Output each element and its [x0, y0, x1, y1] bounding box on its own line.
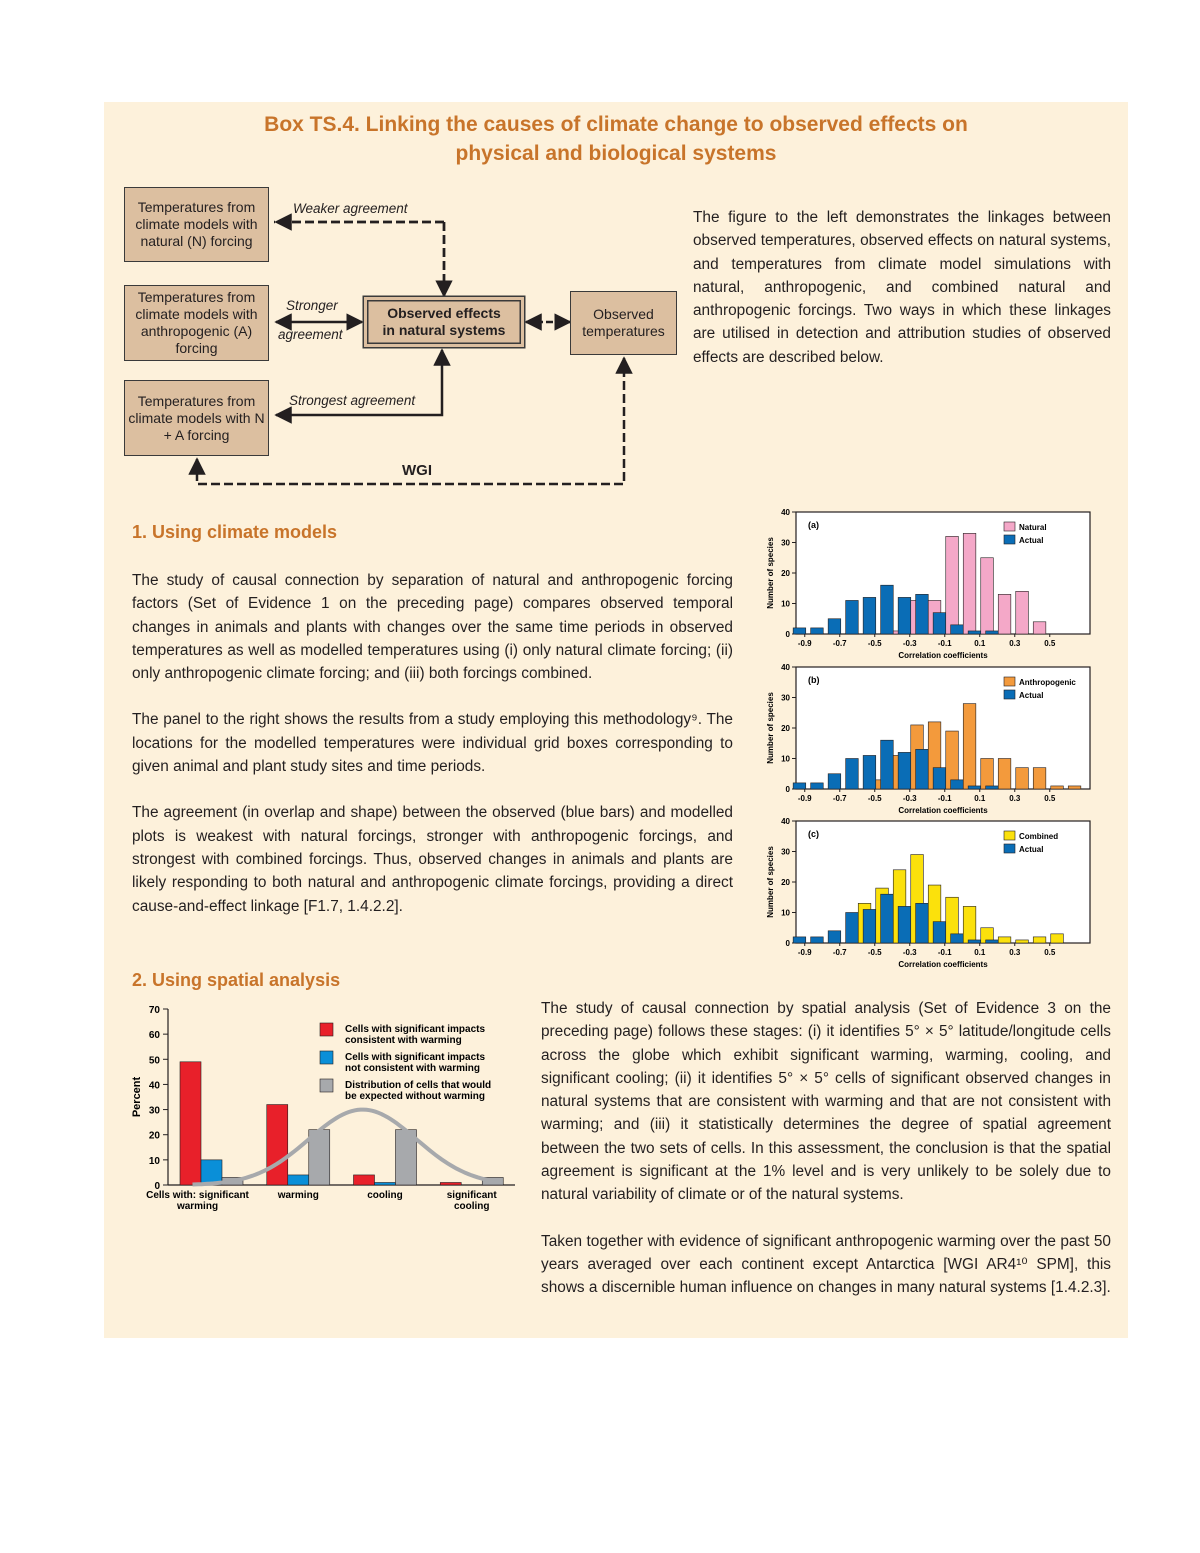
bar-actual — [933, 613, 946, 634]
x-tick-label: -0.3 — [902, 639, 917, 648]
label-wgi: WGI — [402, 462, 432, 479]
legend-label: consistent with warming — [345, 1035, 462, 1046]
x-tick-label: -0.5 — [867, 639, 882, 648]
bar-actual — [846, 913, 859, 944]
box-natural-forcing — [124, 187, 269, 262]
bar-actual — [916, 903, 929, 943]
section-2-paragraph-2: Taken together with evidence of significant anthropogenic warming over the past 50 years averaged over each continent except Antarctica [WGI AR4¹⁰ SPM], this shows a discernible human influence on changes in many natural systems [1.4.2.3]. — [541, 1232, 1111, 1297]
bar-combined — [963, 906, 976, 943]
x-tick-label: -0.1 — [937, 948, 952, 957]
y-tick-label: 10 — [148, 1155, 160, 1167]
x-axis-label: Correlation coefficients — [898, 806, 988, 815]
x-axis-label: Correlation coefficients — [898, 960, 988, 969]
legend-label: Cells with significant impacts — [345, 1024, 486, 1035]
y-tick-label: 20 — [148, 1130, 160, 1142]
box-combined-forcing-text: Temperatures from climate models with N + A forcing — [128, 392, 265, 443]
bar-actual — [916, 749, 929, 789]
x-tick-label: -0.7 — [832, 794, 847, 803]
bar-actual — [881, 585, 894, 634]
legend-swatch — [320, 1079, 333, 1092]
bar-anthropogenic — [1033, 768, 1046, 789]
bar-combined — [1033, 937, 1046, 943]
y-tick-label: 20 — [781, 569, 790, 578]
histogram-anthropogenic — [760, 655, 1100, 817]
legend-swatch — [1004, 535, 1015, 544]
section-1-paragraph-2: The panel to the right shows the results from a study employing this methodology⁹. The locations for the modelled temperatures were individual grid boxes corresponding to given animal and plant study sites and time periods. — [132, 711, 733, 776]
bar-actual — [881, 740, 894, 789]
bar-actual — [933, 922, 946, 943]
x-tick-label: 0.1 — [974, 794, 986, 803]
bar-actual — [846, 759, 859, 790]
y-tick-label: 40 — [781, 508, 790, 517]
bar-actual — [986, 940, 999, 943]
legend-label: Actual — [1019, 845, 1044, 854]
box-anthropogenic-forcing — [124, 285, 269, 361]
bar-anthropogenic — [1016, 768, 1029, 789]
x-tick-label: 0.1 — [974, 639, 986, 648]
y-tick-label: 10 — [781, 599, 790, 609]
bar-series-2 — [375, 1182, 396, 1185]
histogram-combined — [760, 809, 1100, 971]
x-tick-label: -0.7 — [832, 639, 847, 648]
y-axis-label: Number of species — [766, 692, 775, 764]
legend-label: Natural — [1019, 523, 1047, 532]
y-axis-label: Number of species — [766, 846, 775, 918]
category-label: Cells with: significant — [146, 1190, 249, 1201]
label-agreement: agreement — [278, 327, 343, 342]
bar-series-1 — [180, 1062, 201, 1185]
bar-natural — [981, 558, 994, 634]
box-combined-forcing — [124, 380, 269, 456]
section-2-heading: 2. Using spatial analysis — [132, 970, 341, 990]
x-tick-label: 0.3 — [1009, 639, 1021, 648]
box-observed-effects-line-1: Observed effects — [387, 305, 501, 321]
bar-actual — [968, 786, 981, 789]
bar-combined — [1051, 934, 1064, 943]
category-label: warming — [277, 1190, 319, 1201]
bar-actual — [881, 894, 894, 943]
bar-actual — [828, 619, 841, 634]
bar-actual — [863, 597, 876, 634]
x-tick-label: 0.3 — [1009, 794, 1021, 803]
bar-natural — [998, 594, 1011, 634]
legend-swatch — [1004, 844, 1015, 853]
legend-swatch — [1004, 690, 1015, 699]
y-tick-label: 50 — [148, 1055, 160, 1067]
y-tick-label: 0 — [785, 785, 790, 794]
x-tick-label: -0.9 — [797, 639, 812, 648]
y-axis-label: Number of species — [766, 537, 775, 609]
bar-anthropogenic — [998, 759, 1011, 790]
bar-series-1 — [354, 1175, 375, 1185]
histogram-natural — [760, 500, 1100, 662]
bar-actual — [863, 755, 876, 789]
legend-swatch — [320, 1023, 333, 1036]
y-tick-label: 70 — [148, 1005, 160, 1016]
bar-actual — [811, 783, 824, 789]
section-1-heading: 1. Using climate models — [132, 522, 338, 542]
y-tick-label: 20 — [781, 724, 790, 733]
x-tick-label: 0.5 — [1044, 948, 1056, 957]
bar-series-1 — [440, 1182, 461, 1185]
intro-paragraph: The figure to the left demonstrates the linkages between observed temperatures, observed effects on natural systems, and temperatures from climate model simulations with natural, anthropogenic, and combined natural and anthropogenic forcings. Two ways in which these linkages are utilised in detection and attribution studies of observed effects are described below. — [693, 209, 1111, 366]
box-observed-temperatures-line-2: temperatures — [582, 323, 665, 339]
y-tick-label: 30 — [781, 847, 790, 857]
y-tick-label: 10 — [781, 908, 790, 918]
bar-actual — [951, 934, 964, 943]
label-stronger: Stronger — [286, 298, 338, 313]
bar-actual — [986, 786, 999, 789]
x-tick-label: -0.5 — [867, 794, 882, 803]
bar-actual — [898, 906, 911, 943]
category-label: warming — [176, 1201, 219, 1212]
bar-actual — [986, 631, 999, 634]
bar-actual — [811, 628, 824, 634]
y-tick-label: 40 — [781, 817, 790, 826]
bar-actual — [898, 752, 911, 789]
legend-label: be expected without warming — [345, 1091, 486, 1102]
section-2-paragraph-1: The study of causal connection by spatial analysis (Set of Evidence 3 on the preceding page) follows these stages: (i) it identifies 5° × 5° latitude/longitude cells across the globe which exhibit significant warming, warming, cooling, and significant cooling; (ii) it identifies 5° × 5° cells of significant observed changes in natural systems that are consistent with warming and that are not consistent with warming; and (iii) it statistically determines the degree of spatial agreement between the two sets of cells. In this assessment, the conclusion is that the spatial agreement is significant at the 1% level and is very unlikely to be solely due to natural variability of climate or of the natural systems. — [541, 1000, 1111, 1204]
section-1-paragraph-1: The study of causal connection by separation of natural and anthropogenic forcing factors (Set of Evidence 1 on the preceding page) compares observed temporal changes in animals and plants with changes over the same time periods in observed temperatures as well as modelled temperatures using (i) only natural climate forcing; (ii) only anthropogenic climate forcing; and (iii) both forcings combined. — [132, 572, 733, 683]
spatial-analysis-chart — [110, 995, 525, 1227]
category-label: significant — [446, 1190, 497, 1201]
y-tick-label: 0 — [785, 630, 790, 639]
bar-actual — [863, 909, 876, 943]
y-tick-label: 10 — [781, 754, 790, 764]
bar-natural — [1033, 622, 1046, 634]
bar-actual — [828, 931, 841, 943]
section-2-text — [541, 997, 1111, 1323]
bar-natural — [1016, 591, 1029, 634]
panel-label: (b) — [808, 675, 820, 685]
legend-label: Actual — [1019, 536, 1044, 545]
x-tick-label: 0.3 — [1009, 948, 1021, 957]
bar-actual — [793, 937, 806, 943]
bar-actual — [828, 774, 841, 789]
x-tick-label: 0.5 — [1044, 794, 1056, 803]
legend-label: Cells with significant impacts — [345, 1052, 486, 1063]
weaker-agreement-arrow — [274, 222, 444, 297]
expected-distribution-curve — [193, 1110, 502, 1185]
box-title-line-2: physical and biological systems — [455, 142, 777, 165]
x-tick-label: -0.1 — [937, 794, 952, 803]
y-tick-label: 0 — [785, 939, 790, 948]
bar-combined — [998, 937, 1011, 943]
y-tick-label: 30 — [148, 1105, 160, 1117]
legend-swatch — [320, 1051, 333, 1064]
box-observed-temperatures — [570, 291, 677, 355]
bar-actual — [793, 628, 806, 634]
x-tick-label: 0.5 — [1044, 639, 1056, 648]
legend-label: Anthropogenic — [1019, 678, 1076, 687]
box-observed-effects-line-2: in natural systems — [382, 322, 506, 338]
legend-swatch — [1004, 677, 1015, 686]
y-tick-label: 40 — [148, 1080, 160, 1092]
y-tick-label: 0 — [154, 1181, 160, 1192]
box-anthropogenic-forcing-text: Temperatures from climate models with anthropogenic (A) forcing — [135, 289, 258, 356]
bar-actual — [951, 780, 964, 789]
bar-anthropogenic — [963, 704, 976, 789]
y-tick-label: 60 — [148, 1030, 160, 1042]
x-tick-label: -0.9 — [797, 794, 812, 803]
x-tick-label: -0.5 — [867, 948, 882, 957]
legend-label: Distribution of cells that would — [345, 1080, 492, 1091]
bar-actual — [916, 594, 929, 634]
label-weaker-agreement: Weaker agreement — [293, 201, 408, 216]
legend-swatch — [1004, 522, 1015, 531]
box-observed-effects — [364, 297, 524, 347]
x-tick-label: -0.9 — [797, 948, 812, 957]
x-tick-label: -0.7 — [832, 948, 847, 957]
y-tick-label: 20 — [781, 878, 790, 887]
bar-actual — [968, 940, 981, 943]
bar-anthropogenic — [981, 759, 994, 790]
y-tick-label: 40 — [781, 663, 790, 672]
bar-actual — [793, 783, 806, 789]
y-axis-label: Percent — [131, 1076, 143, 1118]
bar-natural — [946, 536, 959, 634]
bar-natural — [963, 533, 976, 634]
bar-actual — [846, 600, 859, 634]
panel-label: (c) — [808, 829, 819, 839]
box-observed-temperatures-line-1: Observed — [593, 306, 654, 322]
panel-label: (a) — [808, 520, 819, 530]
label-strongest-agreement: Strongest agreement — [289, 393, 416, 408]
category-label: cooling — [453, 1201, 490, 1212]
x-axis-label: Correlation coefficients — [898, 651, 988, 660]
legend-label: not consistent with warming — [345, 1063, 481, 1074]
bar-actual — [968, 631, 981, 634]
category-label: cooling — [367, 1190, 403, 1201]
bar-actual — [951, 625, 964, 634]
y-tick-label: 30 — [781, 538, 790, 548]
box-title-line-1: Box TS.4. Linking the causes of climate change to observed effects on — [264, 113, 968, 136]
legend-label: Combined — [1019, 832, 1059, 841]
legend-swatch — [1004, 831, 1015, 840]
bar-series-2 — [288, 1175, 309, 1185]
bar-actual — [933, 768, 946, 789]
x-tick-label: 0.1 — [974, 948, 986, 957]
bar-series-1 — [267, 1105, 288, 1185]
bar-combined — [1016, 940, 1029, 943]
bar-actual — [811, 937, 824, 943]
legend-label: Actual — [1019, 691, 1044, 700]
x-tick-label: -0.3 — [902, 794, 917, 803]
section-1-text — [132, 569, 733, 941]
x-tick-label: -0.3 — [902, 948, 917, 957]
bar-actual — [898, 597, 911, 634]
x-tick-label: -0.1 — [937, 639, 952, 648]
bar-anthropogenic — [1051, 786, 1064, 789]
bar-anthropogenic — [1068, 786, 1081, 789]
section-1-paragraph-3: The agreement (in overlap and shape) between the observed (blue bars) and modelled plots is weakest with natural forcings, stronger with anthropogenic forcings, and strongest with combined forcings. Thus, observed changes in animals and plants are likely responding to both natural and anthropogenic climate forcings, providing a direct cause-and-effect linkage [F1.7, 1.4.2.2]. — [132, 804, 733, 915]
y-tick-label: 30 — [781, 693, 790, 703]
box-natural-forcing-text: Temperatures from climate models with natural (N) forcing — [135, 199, 258, 249]
